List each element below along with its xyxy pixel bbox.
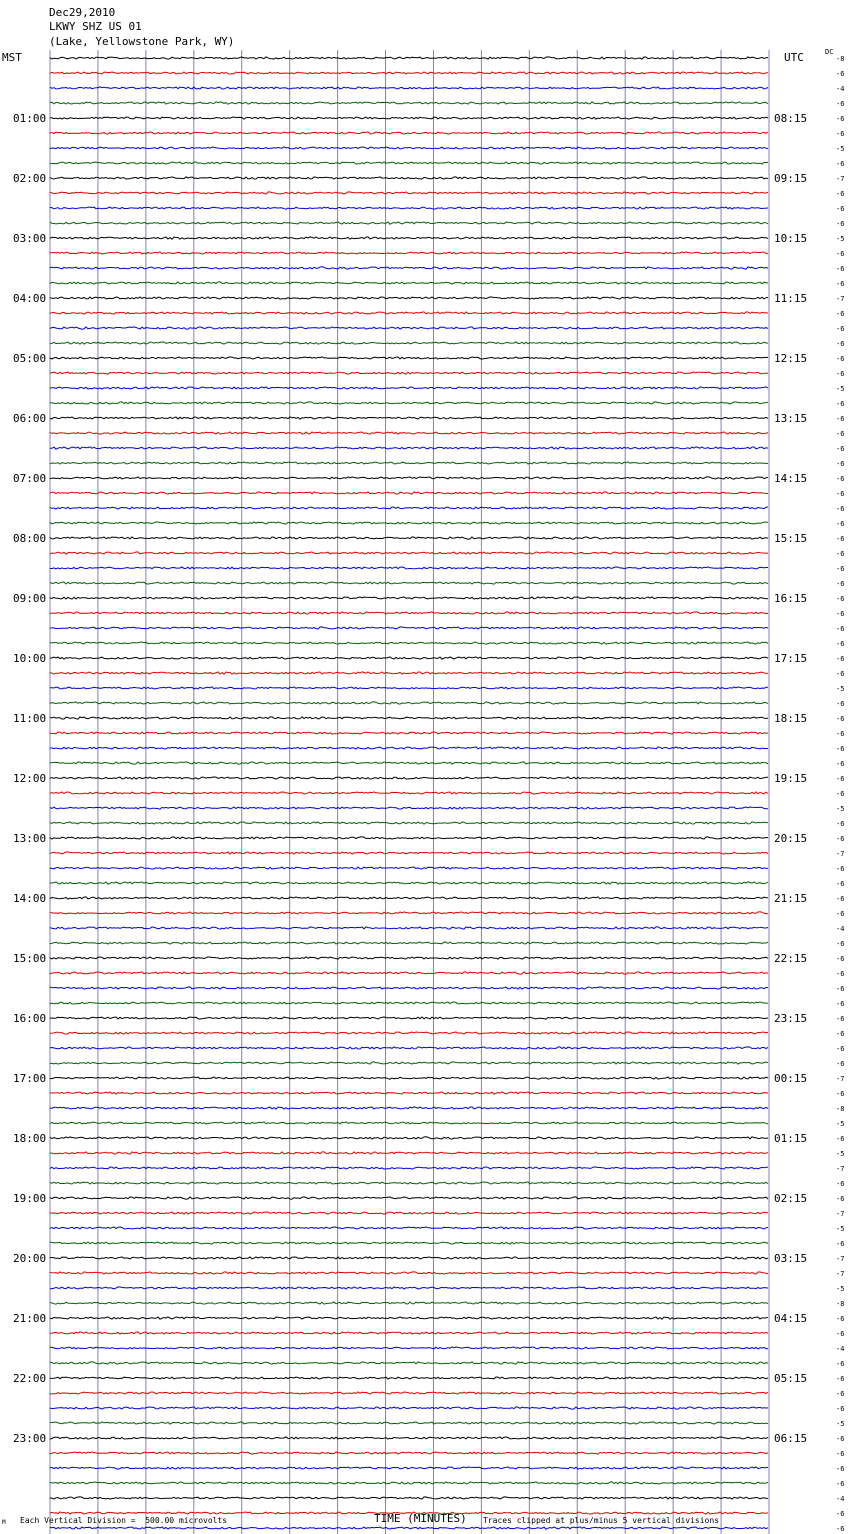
right-hour-label: 06:15	[774, 1432, 808, 1445]
dc-offset-value: -6	[836, 1015, 845, 1023]
left-hour-label: 02:00	[13, 172, 47, 185]
dc-offset-value: -6	[836, 340, 845, 348]
left-hour-label: 16:00	[13, 1012, 47, 1025]
seismic-trace	[50, 342, 768, 344]
seismic-trace	[50, 567, 768, 569]
seismic-trace	[50, 372, 768, 374]
dc-offset-value: -6	[836, 1090, 845, 1098]
right-hour-label: 19:15	[774, 772, 808, 785]
seismic-trace	[50, 177, 768, 179]
dc-offset-value: -6	[836, 325, 845, 333]
dc-offset-value: -6	[836, 835, 845, 843]
dc-offset-value: -5	[836, 1120, 845, 1128]
seismic-trace	[50, 897, 768, 899]
seismic-trace	[50, 147, 768, 149]
seismic-trace	[50, 57, 768, 59]
left-hour-label: 09:00	[13, 592, 47, 605]
seismic-trace	[50, 702, 768, 704]
dc-offset-value: -5	[836, 805, 845, 813]
seismic-trace	[50, 837, 768, 839]
left-hour-label: 13:00	[13, 832, 47, 845]
dc-offset-value: -8	[836, 1300, 845, 1308]
dc-offset-value: -6	[836, 535, 845, 543]
dc-offset-value: -6	[836, 190, 845, 198]
left-hour-label: 20:00	[13, 1252, 47, 1265]
right-hour-label: 04:15	[774, 1312, 808, 1325]
seismic-trace	[50, 1482, 768, 1484]
seismic-trace	[50, 207, 768, 209]
right-hour-label: 02:15	[774, 1192, 808, 1205]
dc-offset-value: -6	[836, 70, 845, 78]
dc-offset-value: -6	[836, 895, 845, 903]
seismic-trace	[50, 1107, 768, 1109]
seismic-trace	[50, 1062, 768, 1064]
dc-offset-value: -6	[836, 1135, 845, 1143]
seismic-trace	[50, 1002, 768, 1004]
dc-offset-value: -6	[836, 1240, 845, 1248]
right-hour-label: 03:15	[774, 1252, 808, 1265]
chart-date: Dec29,2010	[49, 6, 116, 19]
dc-offset-value: -6	[836, 280, 845, 288]
dc-offset-value: -6	[836, 550, 845, 558]
station-code: LKWY SHZ US 01	[49, 20, 142, 33]
dc-offset-value: -6	[836, 310, 845, 318]
seismic-trace	[50, 327, 768, 329]
dc-offset-value: -6	[836, 775, 845, 783]
seismic-trace	[50, 312, 768, 314]
seismic-trace	[50, 627, 768, 629]
seismic-trace	[50, 852, 768, 854]
seismic-trace	[50, 762, 768, 764]
left-hour-label: 19:00	[13, 1192, 47, 1205]
dc-offset-value: -6	[836, 250, 845, 258]
dc-offset-value: -6	[836, 910, 845, 918]
right-hour-label: 12:15	[774, 352, 808, 365]
dc-offset-value: -6	[836, 475, 845, 483]
dc-offset-value: -6	[836, 1315, 845, 1323]
dc-offset-value: -7	[836, 1270, 845, 1278]
seismic-trace	[50, 912, 768, 914]
seismic-trace	[50, 687, 768, 689]
seismic-trace	[50, 72, 768, 74]
seismic-trace	[50, 1467, 768, 1469]
right-hour-label: 21:15	[774, 892, 808, 905]
seismic-trace	[50, 297, 768, 299]
dc-offset-value: -6	[836, 1330, 845, 1338]
seismic-trace	[50, 1092, 768, 1094]
seismic-trace	[50, 192, 768, 194]
seismic-trace	[50, 987, 768, 989]
dc-offset-value: -6	[836, 1465, 845, 1473]
seismic-trace	[50, 882, 768, 884]
left-hour-label: 05:00	[13, 352, 47, 365]
dc-offset-value: -8	[836, 1105, 845, 1113]
seismic-trace	[50, 747, 768, 749]
dc-offset-value: -6	[836, 985, 845, 993]
seismic-trace	[50, 1527, 768, 1529]
seismic-trace	[50, 1437, 768, 1439]
seismic-trace	[50, 1452, 768, 1454]
dc-offset-value: -6	[836, 1510, 845, 1518]
dc-offset-value: -4	[836, 1495, 845, 1503]
dc-offset-value: -5	[836, 1225, 845, 1233]
left-hour-label: 04:00	[13, 292, 47, 305]
dc-offset-value: -6	[836, 865, 845, 873]
dc-offset-value: -6	[836, 1045, 845, 1053]
clipping-note: Traces clipped at plus/minus 5 vertical divisions	[483, 1516, 720, 1525]
dc-offset-value: -6	[836, 445, 845, 453]
left-hour-label: 03:00	[13, 232, 47, 245]
trace-layer	[50, 57, 768, 1534]
seismic-trace	[50, 1287, 768, 1289]
right-timezone-label: UTC	[784, 51, 804, 64]
seismic-trace	[50, 672, 768, 674]
left-hour-label: 17:00	[13, 1072, 47, 1085]
seismic-trace	[50, 1302, 768, 1304]
dc-offset-value: -5	[836, 385, 845, 393]
seismic-trace	[50, 282, 768, 284]
dc-offset-value: -6	[836, 430, 845, 438]
right-hour-label: 15:15	[774, 532, 808, 545]
dc-offset-value: -6	[836, 955, 845, 963]
corner-mark: M	[2, 1519, 6, 1526]
right-hour-label: 00:15	[774, 1072, 808, 1085]
label-layer	[13, 55, 844, 1534]
seismic-trace	[50, 792, 768, 794]
seismic-trace	[50, 1347, 768, 1349]
dc-offset-value: -6	[836, 610, 845, 618]
dc-offset-value: -6	[836, 655, 845, 663]
left-hour-label: 01:00	[13, 112, 47, 125]
dc-offset-value: -6	[836, 370, 845, 378]
dc-offset-value: -6	[836, 505, 845, 513]
seismic-trace	[50, 1422, 768, 1424]
left-hour-label: 14:00	[13, 892, 47, 905]
seismic-trace	[50, 1257, 768, 1259]
dc-offset-value: -4	[836, 85, 845, 93]
right-hour-label: 20:15	[774, 832, 808, 845]
seismic-trace	[50, 717, 768, 719]
right-hour-label: 11:15	[774, 292, 808, 305]
left-hour-label: 22:00	[13, 1372, 47, 1385]
dc-offset-value: -6	[836, 1000, 845, 1008]
dc-offset-value: -7	[836, 1255, 845, 1263]
right-hour-label: 22:15	[774, 952, 808, 965]
left-timezone-label: MST	[2, 51, 22, 64]
dc-offset-value: -6	[836, 625, 845, 633]
seismic-trace	[50, 1362, 768, 1364]
seismic-trace	[50, 807, 768, 809]
right-hour-label: 10:15	[774, 232, 808, 245]
seismic-trace	[50, 447, 768, 449]
dc-offset-value: -4	[836, 1345, 845, 1353]
seismic-trace	[50, 522, 768, 524]
dc-offset-value: -5	[836, 1150, 845, 1158]
seismic-trace	[50, 87, 768, 89]
dc-offset-value: -5	[836, 1420, 845, 1428]
seismic-trace	[50, 972, 768, 974]
seismic-trace	[50, 1407, 768, 1409]
seismic-trace	[50, 1122, 768, 1124]
dc-offset-value: -6	[836, 1180, 845, 1188]
dc-offset-value: -7	[836, 850, 845, 858]
dc-offset-value: -6	[836, 970, 845, 978]
seismic-trace	[50, 1377, 768, 1379]
seismic-trace	[50, 1182, 768, 1184]
dc-offset-value: -7	[836, 295, 845, 303]
dc-offset-value: -6	[836, 1525, 845, 1533]
seismic-trace	[50, 402, 768, 404]
dc-offset-value: -6	[836, 355, 845, 363]
dc-offset-value: -6	[836, 115, 845, 123]
right-hour-label: 23:15	[774, 1012, 808, 1025]
dc-offset-value: -6	[836, 1030, 845, 1038]
dc-offset-value: -6	[836, 595, 845, 603]
dc-offset-value: -6	[836, 130, 845, 138]
seismic-trace	[50, 1242, 768, 1244]
dc-offset-value: -6	[836, 520, 845, 528]
seismic-trace	[50, 492, 768, 494]
seismic-trace	[50, 357, 768, 359]
seismic-trace	[50, 927, 768, 929]
seismic-trace	[50, 1332, 768, 1334]
seismic-trace	[50, 1047, 768, 1049]
right-hour-label: 01:15	[774, 1132, 808, 1145]
seismic-trace	[50, 1077, 768, 1079]
x-axis-title: TIME (MINUTES)	[374, 1512, 467, 1525]
dc-offset-value: -6	[836, 940, 845, 948]
right-hour-label: 18:15	[774, 712, 808, 725]
dc-offset-value: -6	[836, 820, 845, 828]
seismic-trace	[50, 612, 768, 614]
seismic-trace	[50, 462, 768, 464]
dc-offset-value: -6	[836, 100, 845, 108]
dc-offset-value: -6	[836, 265, 845, 273]
right-hour-label: 05:15	[774, 1372, 808, 1385]
seismic-trace	[50, 1272, 768, 1274]
seismic-trace	[50, 1152, 768, 1154]
station-location: (Lake, Yellowstone Park, WY)	[49, 35, 235, 48]
left-hour-label: 11:00	[13, 712, 47, 725]
dc-offset-value: -6	[836, 1450, 845, 1458]
seismic-trace	[50, 597, 768, 599]
right-hour-label: 13:15	[774, 412, 808, 425]
left-hour-label: 21:00	[13, 1312, 47, 1325]
seismic-trace	[50, 1392, 768, 1394]
dc-offset-value: -6	[836, 790, 845, 798]
seismic-trace	[50, 732, 768, 734]
dc-offset-value: -7	[836, 175, 845, 183]
dc-offset-value: -6	[836, 745, 845, 753]
dc-offset-value: -7	[836, 1075, 845, 1083]
left-hour-label: 06:00	[13, 412, 47, 425]
seismic-trace	[50, 552, 768, 554]
seismic-trace	[50, 1167, 768, 1169]
dc-offset-value: -6	[836, 715, 845, 723]
right-hour-label: 08:15	[774, 112, 808, 125]
left-hour-label: 18:00	[13, 1132, 47, 1145]
seismic-trace	[50, 252, 768, 254]
left-hour-label: 08:00	[13, 532, 47, 545]
right-hour-label: 17:15	[774, 652, 808, 665]
seismic-trace	[50, 162, 768, 164]
dc-offset-value: -6	[836, 1480, 845, 1488]
seismic-trace	[50, 132, 768, 134]
seismic-trace	[50, 1032, 768, 1034]
seismic-trace	[50, 222, 768, 224]
seismic-trace	[50, 387, 768, 389]
dc-offset-value: -6	[836, 880, 845, 888]
left-hour-label: 12:00	[13, 772, 47, 785]
dc-offset-value: -6	[836, 670, 845, 678]
dc-offset-value: -6	[836, 415, 845, 423]
left-hour-label: 07:00	[13, 472, 47, 485]
seismic-trace	[50, 1137, 768, 1139]
left-hour-label: 15:00	[13, 952, 47, 965]
seismic-trace	[50, 507, 768, 509]
dc-offset-value: -6	[836, 220, 845, 228]
seismic-trace	[50, 417, 768, 419]
dc-offset-value: -6	[836, 1375, 845, 1383]
seismic-trace	[50, 117, 768, 119]
dc-offset-value: -4	[836, 925, 845, 933]
right-hour-label: 16:15	[774, 592, 808, 605]
left-hour-label: 10:00	[13, 652, 47, 665]
seismic-trace	[50, 1497, 768, 1499]
dc-offset-header: DC	[825, 48, 834, 56]
dc-offset-value: -6	[836, 400, 845, 408]
vertical-division-note: Each Vertical Division = 500.00 microvolts	[20, 1516, 228, 1525]
dc-offset-value: -7	[836, 1210, 845, 1218]
seismic-trace	[50, 1197, 768, 1199]
dc-offset-value: -6	[836, 460, 845, 468]
dc-offset-value: -6	[836, 1435, 845, 1443]
left-hour-label: 23:00	[13, 1432, 47, 1445]
seismic-trace	[50, 957, 768, 959]
seismic-trace	[50, 102, 768, 104]
seismic-trace	[50, 642, 768, 644]
dc-offset-value: -6	[836, 1195, 845, 1203]
dc-offset-value: -6	[836, 760, 845, 768]
dc-offset-value: -5	[836, 145, 845, 153]
seismic-trace	[50, 867, 768, 869]
dc-offset-value: -6	[836, 565, 845, 573]
seismic-trace	[50, 1317, 768, 1319]
seismic-trace	[50, 1227, 768, 1229]
seismic-trace	[50, 1212, 768, 1214]
seismic-trace	[50, 822, 768, 824]
seismic-trace	[50, 777, 768, 779]
dc-offset-value: -6	[836, 490, 845, 498]
dc-offset-value: -5	[836, 685, 845, 693]
dc-offset-value: -6	[836, 205, 845, 213]
dc-offset-value: -6	[836, 640, 845, 648]
right-hour-label: 14:15	[774, 472, 808, 485]
right-hour-label: 09:15	[774, 172, 808, 185]
dc-offset-value: -6	[836, 1405, 845, 1413]
dc-offset-value: -6	[836, 700, 845, 708]
seismic-trace	[50, 537, 768, 539]
dc-offset-value: -6	[836, 730, 845, 738]
dc-offset-value: -6	[836, 580, 845, 588]
dc-offset-value: -5	[836, 1285, 845, 1293]
dc-offset-value: -6	[836, 1390, 845, 1398]
dc-offset-value: -6	[836, 160, 845, 168]
seismic-trace	[50, 432, 768, 434]
dc-offset-value: -6	[836, 1060, 845, 1068]
dc-offset-value: -6	[836, 1360, 845, 1368]
seismic-trace	[50, 237, 768, 239]
dc-offset-value: -8	[836, 55, 845, 63]
seismic-trace	[50, 657, 768, 659]
seismic-trace	[50, 582, 768, 584]
seismic-trace	[50, 1017, 768, 1019]
seismic-trace	[50, 267, 768, 269]
dc-offset-value: -5	[836, 235, 845, 243]
grid-layer	[50, 50, 769, 1534]
seismic-trace	[50, 477, 768, 479]
dc-offset-value: -7	[836, 1165, 845, 1173]
seismic-trace	[50, 942, 768, 944]
